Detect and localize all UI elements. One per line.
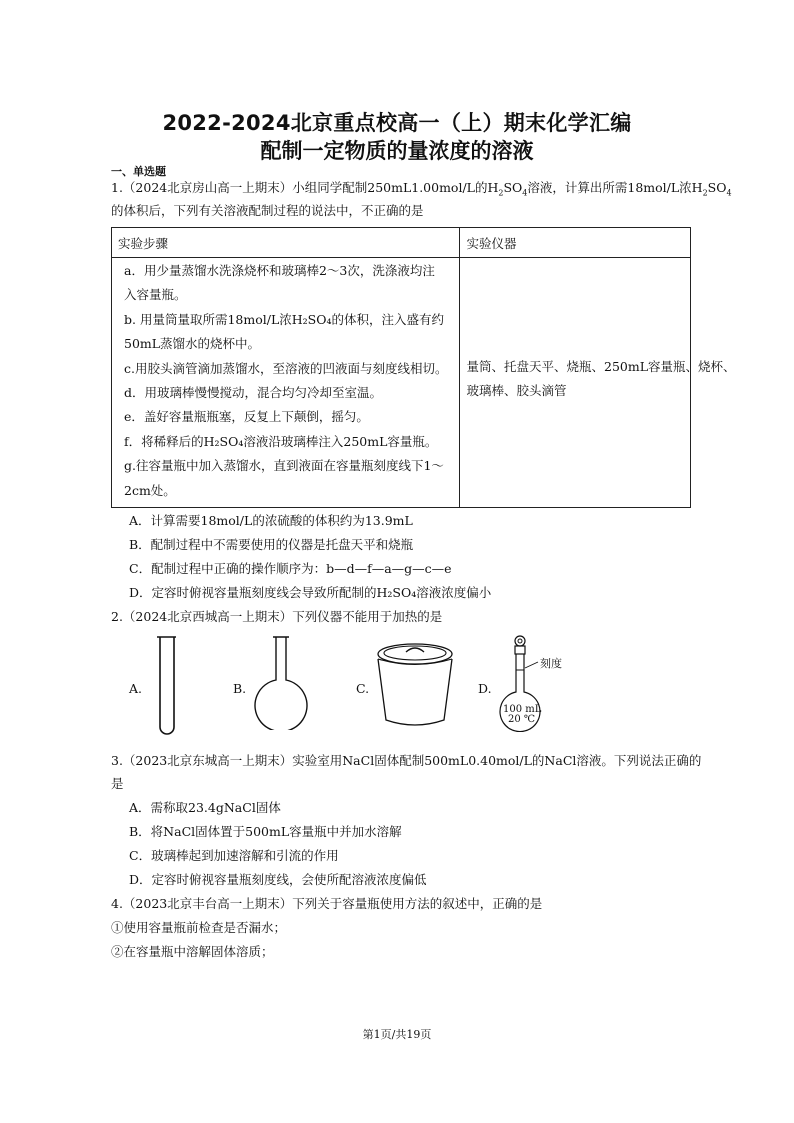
crucible-icon [370,636,460,728]
table-steps-cell [112,258,460,508]
q1-table [111,227,736,508]
q2-label-d: D. [478,681,492,696]
q3-stem-line2: 是 [111,776,124,791]
q1-option-c: C．配制过程中正确的操作顺序为：b—d—f—a—g—c—e [129,561,452,576]
q2-label-a: A. [129,681,143,696]
table-step-line: a．用少量蒸馏水洗涤烧杯和玻璃棒2～3次，洗涤液均注 [124,263,435,278]
q3-stem-line1: 3.（2023北京东城高一上期末）实验室用NaCl固体配制500mL0.40mol/L的NaCl溶液。下列说法正确的 [111,753,702,768]
q4-stem: 4.（2023北京丰台高一上期末）下列关于容量瓶使用方法的叙述中，正确的是 [111,896,543,911]
table-step-line: 50mL蒸馏水的烧杯中。 [124,336,261,352]
q2-stem: 2.（2024北京西城高一上期末）下列仪器不能用于加热的是 [111,609,443,624]
table-header-instruments: 实验仪器 [460,228,691,258]
table-step-line: e．盖好容量瓶瓶塞，反复上下颠倒，摇匀。 [124,409,369,425]
q3-option-d: D．定容时俯视容量瓶刻度线，会使所配溶液浓度偏低 [129,872,427,887]
q2-label-c: C. [356,681,370,696]
q3-option-c: C．玻璃棒起到加速溶解和引流的作用 [129,848,339,863]
flask-scale-label: 刻度 [540,657,562,670]
table-header-steps: 实验步骤 [112,228,460,258]
instruments-line1: 量筒、托盘天平、烧瓶、250mL容量瓶、烧杯、 [466,359,736,374]
page-footer: 第1页/共19页 [362,1028,432,1041]
table-instruments-cell [460,258,736,508]
table-step-line: f．将稀释后的H₂SO₄溶液沿玻璃棒注入250mL容量瓶。 [124,433,438,449]
table-step-line: g.往容量瓶中加入蒸馏水，直到液面在容量瓶刻度线下1～ [124,458,444,474]
flask-temp-label: 20 ℃ [508,714,536,725]
page-subtitle: 配制一定物质的量浓度的溶液 [260,139,534,163]
page-title: 2022-2024北京重点校高一（上）期末化学汇编 [162,111,632,135]
q1-option-b: B．配制过程中不需要使用的仪器是托盘天平和烧瓶 [129,537,414,552]
q1-option-d: D．定容时俯视容量瓶刻度线会导致所配制的H₂SO₄溶液浓度偏小 [129,585,492,600]
q4-item-1: ①使用容量瓶前检查是否漏水； [111,920,287,935]
q1-stem-line1: 1.（2024北京房山高一上期末）小组同学配制250mL1.00mol/L的$H_2SO_4$溶液，计算出所需18mol/L浓$H_2SO_4$ [111,180,732,198]
q1-stem-line2: 的体积后，下列有关溶液配制过程的说法中，不正确的是 [111,203,424,218]
q4-item-2: ②在容量瓶中溶解固体溶质； [111,944,274,959]
table-step-line: c.用胶头滴管滴加蒸馏水，至溶液的凹液面与刻度线相切。 [124,360,448,376]
round-bottom-flask-icon [250,635,312,730]
table-step-line: 2cm处。 [124,482,176,498]
q1-option-a: A．计算需要18mol/L的浓硫酸的体积约为13.9mL [129,513,413,528]
q3-option-a: A．需称取23.4gNaCl固体 [129,800,281,815]
q2-label-b: B. [233,681,247,696]
table-step-line: 入容量瓶。 [124,287,187,303]
flask-volume-label: 100 mL [503,704,542,715]
section-heading: 一、单选题 [111,165,166,178]
table-step-line: b. 用量筒量取所需18mol/L浓H₂SO₄的体积，注入盛有约 [124,311,444,327]
test-tube-icon [152,635,182,740]
table-step-line: d．用玻璃棒慢慢搅动，混合均匀冷却至室温。 [124,385,383,401]
q3-option-b: B．将NaCl固体置于500mL容量瓶中并加水溶解 [129,824,402,839]
instruments-line2: 玻璃棒、胶头滴管 [466,383,567,398]
